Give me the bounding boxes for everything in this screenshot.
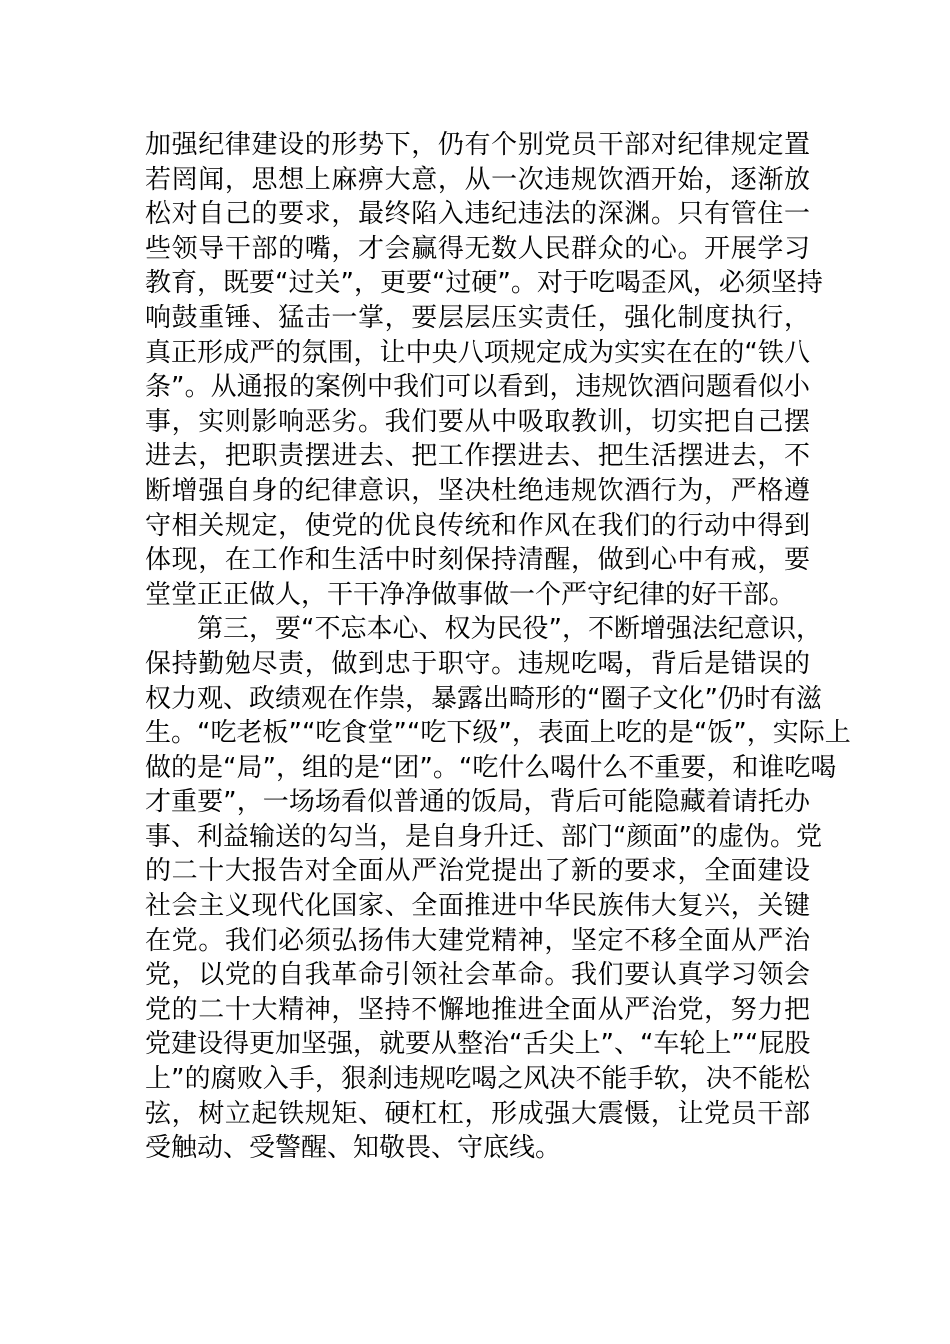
text-line: 事，实则影响恶劣。我们要从中吸取教训，切实把自己摆: [145, 406, 810, 437]
text-line: 党，以党的自我革命引领社会革命。我们要认真学习领会: [145, 960, 810, 991]
text-line: 弦，树立起铁规矩、硬杠杠，形成强大震慑，让党员干部: [145, 1098, 810, 1129]
text-line: 堂堂正正做人，干干净净做事做一个严守纪律的好干部。: [145, 579, 796, 610]
text-line: 权力观、政绩观在作祟，暴露出畸形的“圈子文化”仍时有滋: [145, 683, 822, 714]
text-line: 党建设得更加坚强，就要从整治“舌尖上”、“车轮上”“屁股: [145, 1029, 811, 1060]
text-line: 受触动、受警醒、知敬畏、守底线。: [145, 1133, 562, 1164]
text-line: 真正形成严的氛围，让中央八项规定成为实实在在的“铁八: [145, 337, 810, 368]
text-line: 条”。从通报的案例中我们可以看到，违规饮酒问题看似小: [145, 372, 810, 403]
text-line: 些领导干部的嘴，才会赢得无数人民群众的心。开展学习: [145, 233, 810, 264]
text-line: 的二十大报告对全面从严治党提出了新的要求，全面建设: [145, 856, 810, 887]
text-line: 生。“吃老板”“吃食堂”“吃下级”，表面上吃的是“饭”，实际上: [145, 718, 851, 749]
text-line: 若罔闻，思想上麻痹大意，从一次违规饮酒开始，逐渐放: [145, 164, 810, 195]
text-line: 社会主义现代化国家、全面推进中华民族伟大复兴，关键: [145, 891, 810, 922]
text-line: 才重要”，一场场看似普通的饭局，背后可能隐藏着请托办: [145, 787, 810, 818]
text-line: 进去，把职责摆进去、把工作摆进去、把生活摆进去，不: [145, 441, 810, 472]
text-line: 在党。我们必须弘扬伟大建党精神，坚定不移全面从严治: [145, 925, 810, 956]
text-line: 第三，要“不忘本心、权为民役”，不断增强法纪意识，: [145, 614, 822, 645]
text-line: 上”的腐败入手，狠刹违规吃喝之风决不能手软，决不能松: [145, 1064, 810, 1095]
text-line: 断增强自身的纪律意识，坚决杜绝违规饮酒行为，严格遵: [145, 475, 810, 506]
text-line: 保持勤勉尽责，做到忠于职守。违规吃喝，背后是错误的: [145, 648, 810, 679]
text-line: 加强纪律建设的形势下，仍有个别党员干部对纪律规定置: [145, 130, 810, 160]
text-line: 体现，在工作和生活中时刻保持清醒，做到心中有戒，要: [145, 545, 810, 576]
text-line: 事、利益输送的勾当，是自身升迁、部门“颜面”的虚伪。党: [145, 821, 822, 852]
text-line: 做的是“局”，组的是“团”。“吃什么喝什么不重要，和谁吃喝: [145, 752, 837, 783]
text-line: 响鼓重锤、猛击一掌，要层层压实责任，强化制度执行，: [145, 302, 810, 333]
text-line: 松对自己的要求，最终陷入违纪违法的深渊。只有管住一: [145, 199, 810, 230]
body-text: [145, 128, 851, 1166]
text-line: 教育，既要“过关”，更要“过硬”。对于吃喝歪风，必须坚持: [145, 268, 823, 299]
text-line: 党的二十大精神，坚持不懈地推进全面从严治党，努力把: [145, 994, 810, 1025]
text-line: 守相关规定，使党的优良传统和作风在我们的行动中得到: [145, 510, 810, 541]
